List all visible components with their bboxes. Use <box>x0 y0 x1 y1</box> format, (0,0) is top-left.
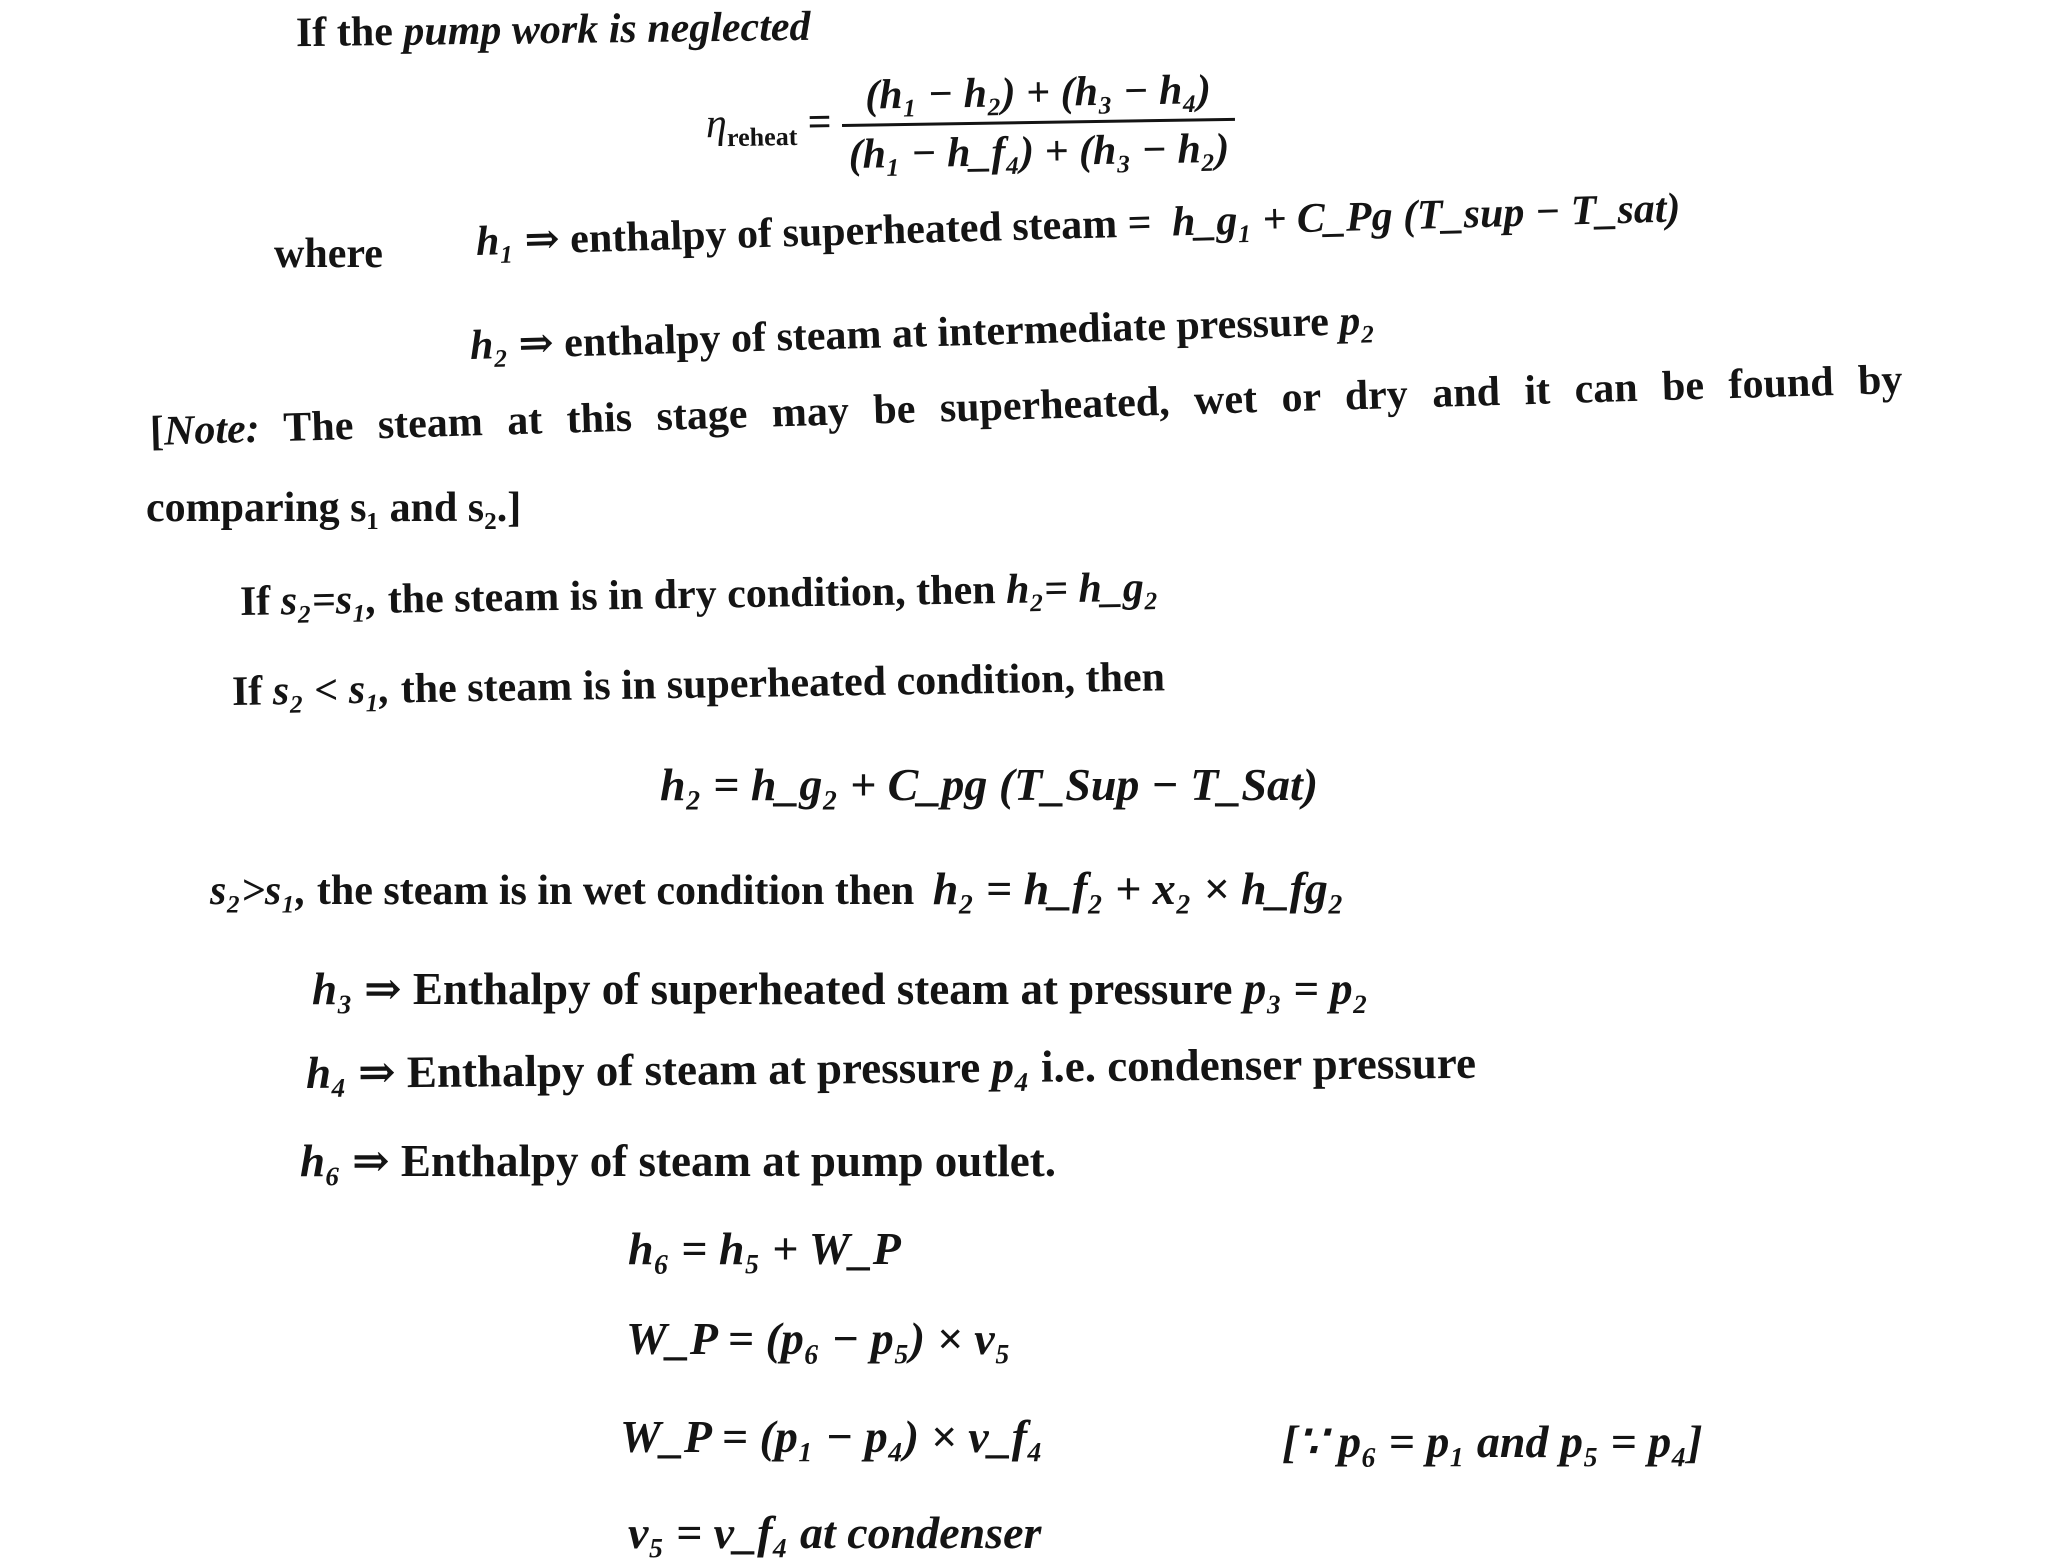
equation-wp-2: W_P = (p₁ − p₄) × v_f₄ <box>620 1411 1044 1462</box>
note-line-1 <box>149 356 1903 456</box>
dry-result: h₂= h_g₂ <box>1005 564 1159 613</box>
dry-case <box>240 564 1159 626</box>
heading <box>296 3 811 57</box>
wet-text: the steam is in wet condition then <box>316 868 915 914</box>
efficiency-numerator: (h₁ − h₂) + (h₃ − h₄) <box>864 67 1212 119</box>
super-text: the steam is in superheated condition, then <box>400 654 1166 713</box>
h2-pressure: p₂ <box>1338 297 1376 345</box>
h4-symbol: h₄ <box>305 1047 347 1098</box>
dry-condition: s₂=s₁, <box>280 576 378 625</box>
efficiency-fraction <box>841 66 1235 179</box>
eta-subscript: reheat <box>726 121 798 153</box>
eta-symbol: η <box>705 100 728 148</box>
equation-partial: v₅ = v_f₄ at condenser <box>628 1507 1042 1558</box>
h4-tail: i.e. condenser pressure <box>1040 1037 1477 1092</box>
h4-pressure: p₄ <box>991 1041 1030 1093</box>
h1-definition <box>475 182 1681 266</box>
h1-formula: h_g₁ + C_Pg (T_sup − T_sat) <box>1171 185 1682 246</box>
h4-text: ⇒ Enthalpy of steam at pressure <box>357 1042 981 1098</box>
wet-formula: h₂ = h_f₂ + x₂ × h_fg₂ <box>932 863 1344 914</box>
h3-relation: p₃ = p₂ <box>1243 964 1369 1014</box>
dry-prefix: If <box>239 578 271 625</box>
note-text: The steam at this stage may be superheated, wet or dry and it can be found by <box>282 357 1904 452</box>
dry-text: the steam is in dry condition, then <box>387 567 996 623</box>
heading-prefix: If the <box>295 8 394 57</box>
equation-h6: h₆ = h₅ + W_P <box>628 1223 901 1274</box>
h2-symbol: h₂ <box>469 321 509 369</box>
efficiency-denominator: (h₁ − h_f₄) + (h₃ − h₂) <box>842 118 1236 179</box>
super-prefix: If <box>231 668 263 715</box>
h1-symbol: h₁ <box>475 217 515 265</box>
h6-symbol: h₆ <box>300 1136 341 1186</box>
h6-definition <box>300 1134 1056 1187</box>
equals-sign: = <box>807 99 832 146</box>
h3-definition <box>312 962 1368 1015</box>
note-open-bracket: [ <box>149 408 165 455</box>
heading-italic: pump work is neglected <box>403 3 811 55</box>
superheated-case <box>232 653 1166 716</box>
where-label: where <box>274 231 383 277</box>
h3-symbol: h₃ <box>312 964 353 1014</box>
h2-definition <box>469 295 1375 370</box>
h2-text: ⇒ enthalpy of steam at intermediate pressure <box>517 299 1330 368</box>
note-line-2: comparing s₁ and s₂.] <box>146 485 522 531</box>
note-label: Note: <box>163 405 261 455</box>
efficiency-equation <box>705 66 1236 181</box>
h6-text: ⇒ Enthalpy of steam at pump outlet. <box>351 1136 1056 1186</box>
h3-text: ⇒ Enthalpy of superheated steam at pressure <box>363 964 1233 1014</box>
wet-case <box>210 862 1344 915</box>
superheated-formula: h₂ = h_g₂ + C_pg (T_Sup − T_Sat) <box>660 759 1319 810</box>
equation-wp-note: [∵ p₆ = p₁ and p₅ = p₄] <box>1282 1416 1703 1467</box>
h1-text: ⇒ enthalpy of superheated steam = <box>523 200 1153 264</box>
equation-wp-1: W_P = (p₆ − p₅) × v₅ <box>626 1313 1011 1364</box>
h4-definition <box>306 1036 1476 1099</box>
super-condition: s₂ < s₁, <box>272 666 391 715</box>
wet-condition: s₂>s₁, <box>210 868 307 914</box>
